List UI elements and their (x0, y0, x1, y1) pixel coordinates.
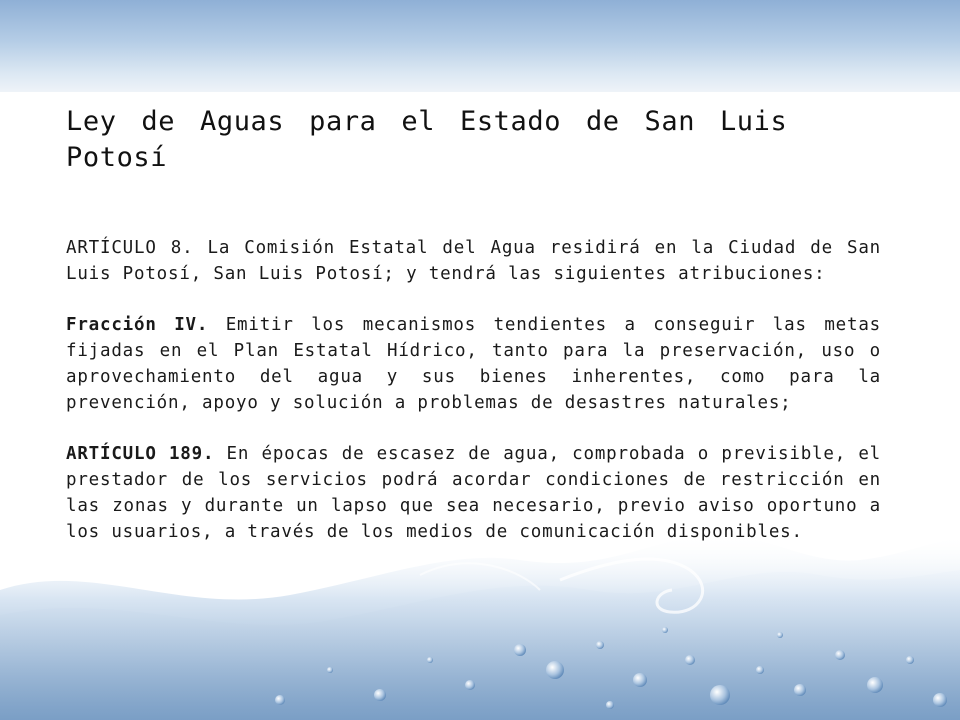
fraccion-iv-label: Fracción IV. (66, 315, 209, 336)
articulo-8-text: ARTÍCULO 8. La Comisión Estatal del Agua residirá en la Ciudad de San Luis Potosí, San Luis Potosí; y tendrá las siguientes atribuciones: (66, 238, 881, 284)
header-band (0, 0, 960, 92)
fraccion-iv-paragraph (66, 313, 881, 416)
slide-title: Ley de Aguas para el Estado de San Luis Potosí (66, 106, 788, 173)
articulo-189-text: En épocas de escasez de agua, comprobada o previsible, el prestador de los servicios podrá acordar condiciones de restricción en las zonas y durante un lapso que sea necesario, previo aviso oportuno a los usuarios, a través de los medios de comunicación disponibles. (66, 444, 881, 542)
articulo-189-label: ARTÍCULO 189. (66, 444, 215, 465)
fraccion-iv-text: Emitir los mecanismos tendientes a conseguir las metas fijadas en el Plan Estatal Hídrico, tanto para la preservación, uso o aprovechamiento del agua y sus bienes inherentes, como para la prevención, apoyo y solución a problemas de desastres naturales; (66, 315, 881, 413)
articulo-8-paragraph (66, 236, 881, 288)
articulo-189-paragraph (66, 442, 881, 545)
slide-body (66, 236, 881, 571)
